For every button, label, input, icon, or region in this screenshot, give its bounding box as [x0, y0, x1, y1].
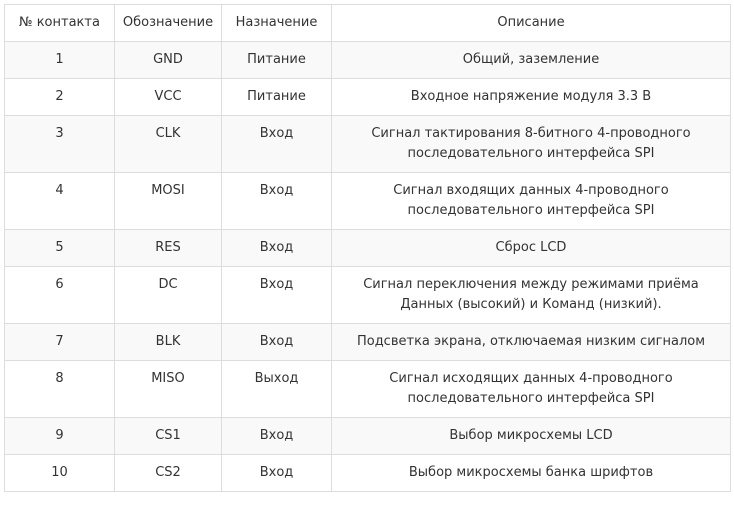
cell-purpose: Вход [222, 267, 332, 324]
header-row [5, 5, 731, 42]
cell-purpose: Вход [222, 173, 332, 230]
cell-pin-number: 4 [5, 173, 115, 230]
table-row [5, 42, 731, 79]
cell-purpose: Вход [222, 455, 332, 492]
header-purpose: Назначение [222, 5, 332, 42]
cell-purpose: Вход [222, 324, 332, 361]
cell-description: Общий, заземление [332, 42, 731, 79]
cell-designation: MISO [115, 361, 222, 418]
cell-description: Сигнал тактирования 8-битного 4-проводного последовательного интерфейса SPI [332, 116, 731, 173]
table-row [5, 361, 731, 418]
cell-description: Сброс LCD [332, 230, 731, 267]
table-row [5, 267, 731, 324]
cell-purpose: Вход [222, 418, 332, 455]
pin-table [4, 4, 731, 492]
cell-pin-number: 8 [5, 361, 115, 418]
cell-purpose: Вход [222, 116, 332, 173]
cell-purpose: Питание [222, 79, 332, 116]
cell-designation: RES [115, 230, 222, 267]
cell-designation: CS2 [115, 455, 222, 492]
pin-table-container [4, 4, 731, 492]
cell-purpose: Питание [222, 42, 332, 79]
table-header [5, 5, 731, 42]
cell-designation: DC [115, 267, 222, 324]
cell-pin-number: 5 [5, 230, 115, 267]
cell-description: Выбор микросхемы LCD [332, 418, 731, 455]
cell-description: Сигнал исходящих данных 4-проводного последовательного интерфейса SPI [332, 361, 731, 418]
cell-designation: VCC [115, 79, 222, 116]
table-row [5, 116, 731, 173]
cell-description: Входное напряжение модуля 3.3 В [332, 79, 731, 116]
cell-designation: GND [115, 42, 222, 79]
cell-pin-number: 9 [5, 418, 115, 455]
cell-purpose: Выход [222, 361, 332, 418]
cell-pin-number: 10 [5, 455, 115, 492]
cell-pin-number: 6 [5, 267, 115, 324]
cell-pin-number: 1 [5, 42, 115, 79]
header-pin-number: № контакта [5, 5, 115, 42]
table-row [5, 79, 731, 116]
cell-designation: CS1 [115, 418, 222, 455]
cell-description: Выбор микросхемы банка шрифтов [332, 455, 731, 492]
table-body [5, 42, 731, 492]
cell-description: Подсветка экрана, отключаемая низким сигналом [332, 324, 731, 361]
header-designation: Обозначение [115, 5, 222, 42]
cell-pin-number: 3 [5, 116, 115, 173]
table-row [5, 418, 731, 455]
cell-designation: BLK [115, 324, 222, 361]
cell-designation: MOSI [115, 173, 222, 230]
table-row [5, 173, 731, 230]
table-row [5, 324, 731, 361]
cell-description: Сигнал входящих данных 4-проводного последовательного интерфейса SPI [332, 173, 731, 230]
cell-description: Сигнал переключения между режимами приёма Данных (высокий) и Команд (низкий). [332, 267, 731, 324]
header-description: Описание [332, 5, 731, 42]
cell-pin-number: 7 [5, 324, 115, 361]
table-row [5, 455, 731, 492]
table-row [5, 230, 731, 267]
cell-pin-number: 2 [5, 79, 115, 116]
cell-designation: CLK [115, 116, 222, 173]
cell-purpose: Вход [222, 230, 332, 267]
